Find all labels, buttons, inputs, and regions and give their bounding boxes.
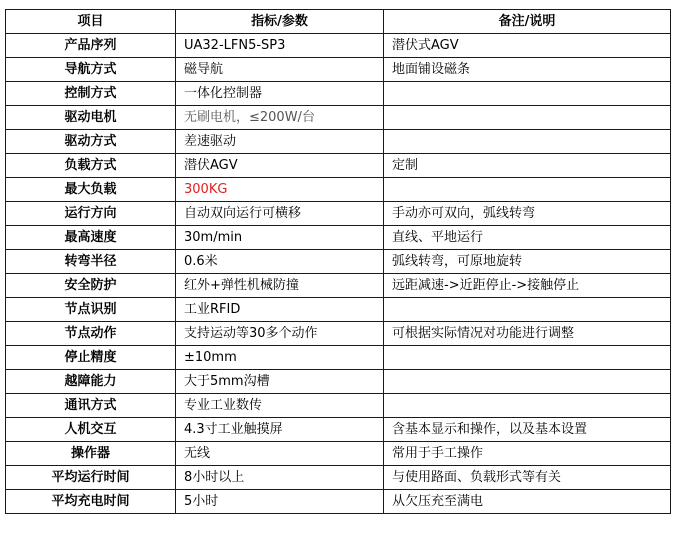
row-item-cell: 负载方式 [6, 154, 176, 178]
row-item-cell: 停止精度 [6, 346, 176, 370]
table-row [6, 250, 671, 274]
row-note-cell: 弧线转弯，可原地旋转 [384, 250, 671, 274]
row-value-cell: ±10mm [176, 346, 384, 370]
row-note-cell: 定制 [384, 154, 671, 178]
row-note-cell: 从欠压充至满电 [384, 490, 671, 514]
table-row [6, 82, 671, 106]
table-row [6, 442, 671, 466]
row-value-cell: 红外+弹性机械防撞 [176, 274, 384, 298]
row-value-cell: 工业RFID [176, 298, 384, 322]
table-row [6, 178, 671, 202]
row-note-cell [384, 130, 671, 154]
row-item-cell: 最高速度 [6, 226, 176, 250]
row-note-cell [384, 370, 671, 394]
row-note-cell: 潜伏式AGV [384, 34, 671, 58]
row-item-cell: 节点识别 [6, 298, 176, 322]
row-value-cell: 差速驱动 [176, 130, 384, 154]
row-note-cell: 与使用路面、负载形式等有关 [384, 466, 671, 490]
table-row [6, 58, 671, 82]
table-row [6, 130, 671, 154]
row-value-cell: 一体化控制器 [176, 82, 384, 106]
row-item-cell: 运行方向 [6, 202, 176, 226]
row-note-cell: 常用于手工操作 [384, 442, 671, 466]
table-header-row [6, 10, 671, 34]
table-row [6, 106, 671, 130]
row-item-cell: 导航方式 [6, 58, 176, 82]
row-value-cell: 0.6米 [176, 250, 384, 274]
table-row [6, 154, 671, 178]
table-row [6, 202, 671, 226]
table-row [6, 34, 671, 58]
row-value-cell: 专业工业数传 [176, 394, 384, 418]
row-value-cell: 30m/min [176, 226, 384, 250]
table-row [6, 394, 671, 418]
row-value-cell: 自动双向运行可横移 [176, 202, 384, 226]
row-note-cell: 可根据实际情况对功能进行调整 [384, 322, 671, 346]
table-body [6, 34, 671, 514]
row-item-cell: 节点动作 [6, 322, 176, 346]
row-value-cell: 磁导航 [176, 58, 384, 82]
row-item-cell: 通讯方式 [6, 394, 176, 418]
row-item-cell: 平均运行时间 [6, 466, 176, 490]
row-value-cell: 5小时 [176, 490, 384, 514]
table-row [6, 370, 671, 394]
table-row [6, 346, 671, 370]
row-value-cell: 4.3寸工业触摸屏 [176, 418, 384, 442]
table-row [6, 418, 671, 442]
table-row [6, 490, 671, 514]
row-note-cell [384, 346, 671, 370]
row-item-cell: 人机交互 [6, 418, 176, 442]
row-note-cell [384, 298, 671, 322]
row-item-cell: 最大负载 [6, 178, 176, 202]
row-item-cell: 安全防护 [6, 274, 176, 298]
row-item-cell: 转弯半径 [6, 250, 176, 274]
row-value-cell: 潜伏AGV [176, 154, 384, 178]
table-row [6, 226, 671, 250]
table-row [6, 274, 671, 298]
row-item-cell: 平均充电时间 [6, 490, 176, 514]
row-value-cell: 8小时以上 [176, 466, 384, 490]
row-value-cell: 无刷电机，≤200W/台 [176, 106, 384, 130]
row-value-cell: 支持运动等30多个动作 [176, 322, 384, 346]
row-item-cell: 操作器 [6, 442, 176, 466]
row-item-cell: 产品序列 [6, 34, 176, 58]
row-note-cell [384, 178, 671, 202]
row-item-cell: 越障能力 [6, 370, 176, 394]
row-note-cell: 远距减速->近距停止->接触停止 [384, 274, 671, 298]
row-note-cell: 地面铺设磁条 [384, 58, 671, 82]
table-row [6, 322, 671, 346]
header-value: 指标/参数 [176, 10, 384, 34]
header-item: 项目 [6, 10, 176, 34]
row-value-cell: UA32-LFN5-SP3 [176, 34, 384, 58]
row-item-cell: 驱动电机 [6, 106, 176, 130]
row-value-cell: 无线 [176, 442, 384, 466]
row-item-cell: 控制方式 [6, 82, 176, 106]
row-note-cell: 手动亦可双向，弧线转弯 [384, 202, 671, 226]
table-row [6, 466, 671, 490]
row-note-cell: 含基本显示和操作，以及基本设置 [384, 418, 671, 442]
row-note-cell [384, 106, 671, 130]
row-note-cell [384, 82, 671, 106]
row-note-cell: 直线、平地运行 [384, 226, 671, 250]
spec-table [5, 9, 671, 514]
table-row [6, 298, 671, 322]
row-note-cell [384, 394, 671, 418]
row-value-cell: 300KG [176, 178, 384, 202]
row-value-cell: 大于5mm沟槽 [176, 370, 384, 394]
header-note: 备注/说明 [384, 10, 671, 34]
row-item-cell: 驱动方式 [6, 130, 176, 154]
